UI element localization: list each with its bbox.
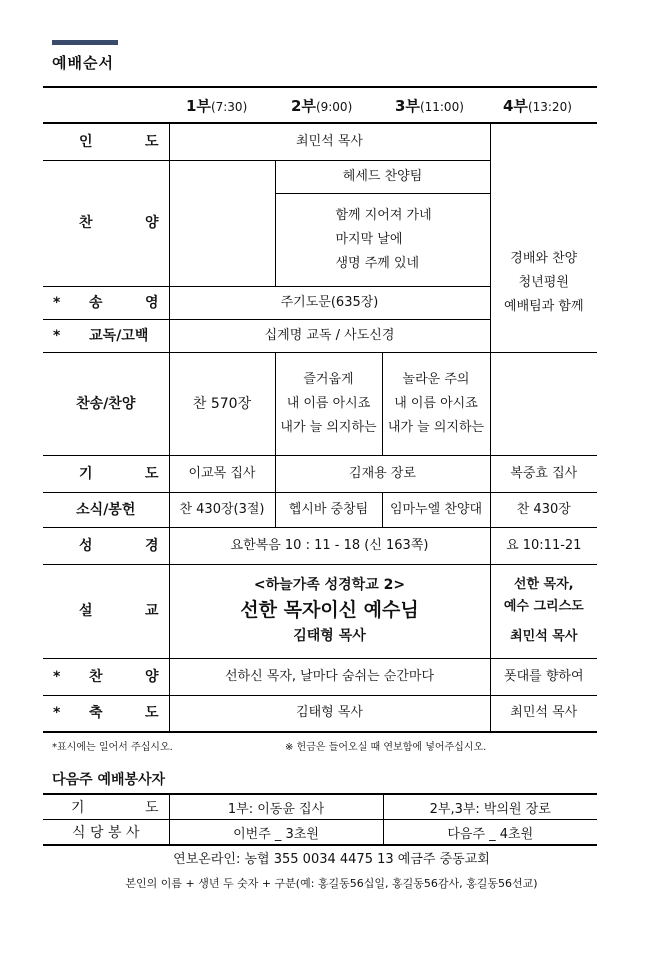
- hymn-s3: 놀라운 주의 내 이름 아시죠 내가 늘 의지하는: [382, 352, 490, 455]
- prayer-s4: 복중효 집사: [490, 455, 597, 492]
- offering-s4: 찬 430장: [490, 492, 597, 527]
- label-praise: 찬 양: [43, 160, 169, 286]
- row-invocation: [43, 123, 597, 160]
- row-closing-praise: [43, 658, 597, 695]
- offering-naming-instructions: 본인의 이름 + 생년 두 숫자 + 구분(예: 홍길동56십일, 홍길동56감사, 홍길동56선교): [125, 877, 538, 890]
- invocation-all: 최민석 목사: [169, 123, 490, 160]
- section-title-bar: [52, 40, 118, 45]
- offering-s3: 임마누엘 찬양대: [382, 492, 490, 527]
- benediction-s123: 김태형 목사: [169, 695, 490, 732]
- label-offering: 소식/봉헌: [43, 492, 169, 527]
- next-prayer-second: 2부,3부: 박의원 장로: [383, 794, 597, 820]
- praise-team: 헤세드 찬양팀: [275, 160, 490, 193]
- offering-s1: 찬 430장(3절): [169, 492, 275, 527]
- scripture-s123: 요한복음 10 : 11 - 18 (신 163쪽): [169, 527, 490, 564]
- label-doxology: * 송 영: [43, 286, 169, 319]
- header-rule: [43, 86, 597, 88]
- fourth-service-note: 경배와 찬양 청년평원 예배팀과 함께: [490, 123, 597, 352]
- sermon-s4: 선한 목자, 예수 그리스도 최민석 목사: [490, 564, 597, 658]
- benediction-s4: 최민석 목사: [490, 695, 597, 732]
- kitchen-next-week: 다음주 _ 4초원: [383, 820, 597, 846]
- closing-praise-s123: 선하신 목자, 날마다 숨쉬는 순간마다: [169, 658, 490, 695]
- sermon-series: <하늘가족 성경학교 2>: [253, 577, 406, 593]
- row-offering: [43, 492, 597, 527]
- next-label-prayer: 기 도: [43, 794, 169, 820]
- next-row-prayer: [43, 794, 597, 820]
- praise-s1-empty-2: [169, 193, 275, 286]
- sermon-preacher: 김태형 목사: [293, 628, 366, 644]
- label-closing-praise: * 찬 양: [43, 658, 169, 695]
- service-4-header: 4부(13:20): [503, 97, 572, 115]
- online-offering-account: 연보온라인: 농협 355 0034 4475 13 예금주 중동교회: [173, 852, 490, 867]
- prayer-s23: 김재용 장로: [275, 455, 490, 492]
- doxology-all: 주기도문(635장): [169, 286, 490, 319]
- closing-praise-s4: 폿대를 향하여: [490, 658, 597, 695]
- label-prayer: 기 도: [43, 455, 169, 492]
- row-sermon: [43, 564, 597, 658]
- label-benediction: * 축 도: [43, 695, 169, 732]
- service-3-header: 3부(11:00): [395, 97, 464, 115]
- next-week-table: [43, 793, 597, 846]
- service-1-header: 1부(7:30): [186, 97, 248, 115]
- hymn-s2: 즐거웁게 내 이름 아시죠 내가 늘 의지하는: [275, 352, 382, 455]
- next-prayer-first: 1부: 이동윤 집사: [169, 794, 383, 820]
- row-hymn: [43, 352, 597, 455]
- hymn-s4-empty: [490, 352, 597, 455]
- offering-note: ※ 헌금은 들어오실 때 연보함에 넣어주십시오.: [285, 742, 487, 753]
- row-benediction: [43, 695, 597, 732]
- label-invocation: 인 도: [43, 123, 169, 160]
- stand-note: *표시에는 일어서 주십시오.: [52, 742, 173, 753]
- kitchen-this-week: 이번주 _ 3초원: [169, 820, 383, 846]
- next-week-title: 다음주 예배봉사자: [52, 772, 166, 788]
- sermon-title: 선한 목자이신 예수님: [240, 599, 419, 621]
- label-sermon: 설 교: [43, 564, 169, 658]
- sermon-s123: [169, 564, 490, 658]
- next-label-kitchen: 식 당 봉 사: [43, 820, 169, 846]
- hymn-s1: 찬 570장: [169, 352, 275, 455]
- next-row-kitchen: [43, 820, 597, 846]
- prayer-s1: 이교목 집사: [169, 455, 275, 492]
- label-scripture: 성 경: [43, 527, 169, 564]
- label-confession: * 교독/고백: [43, 319, 169, 352]
- praise-songs: 함께 지어져 가네 마지막 날에 생명 주께 있네: [275, 193, 490, 286]
- confession-all: 십계명 교독 / 사도신경: [169, 319, 490, 352]
- worship-order-table: [43, 122, 597, 733]
- offering-s2: 헵시바 중창팀: [275, 492, 382, 527]
- service-2-header: 2부(9:00): [291, 97, 353, 115]
- row-prayer: [43, 455, 597, 492]
- row-scripture: [43, 527, 597, 564]
- label-hymn: 찬송/찬양: [43, 352, 169, 455]
- section-title: 예배순서: [52, 54, 114, 72]
- scripture-s4: 요 10:11-21: [490, 527, 597, 564]
- praise-s1-empty: [169, 160, 275, 193]
